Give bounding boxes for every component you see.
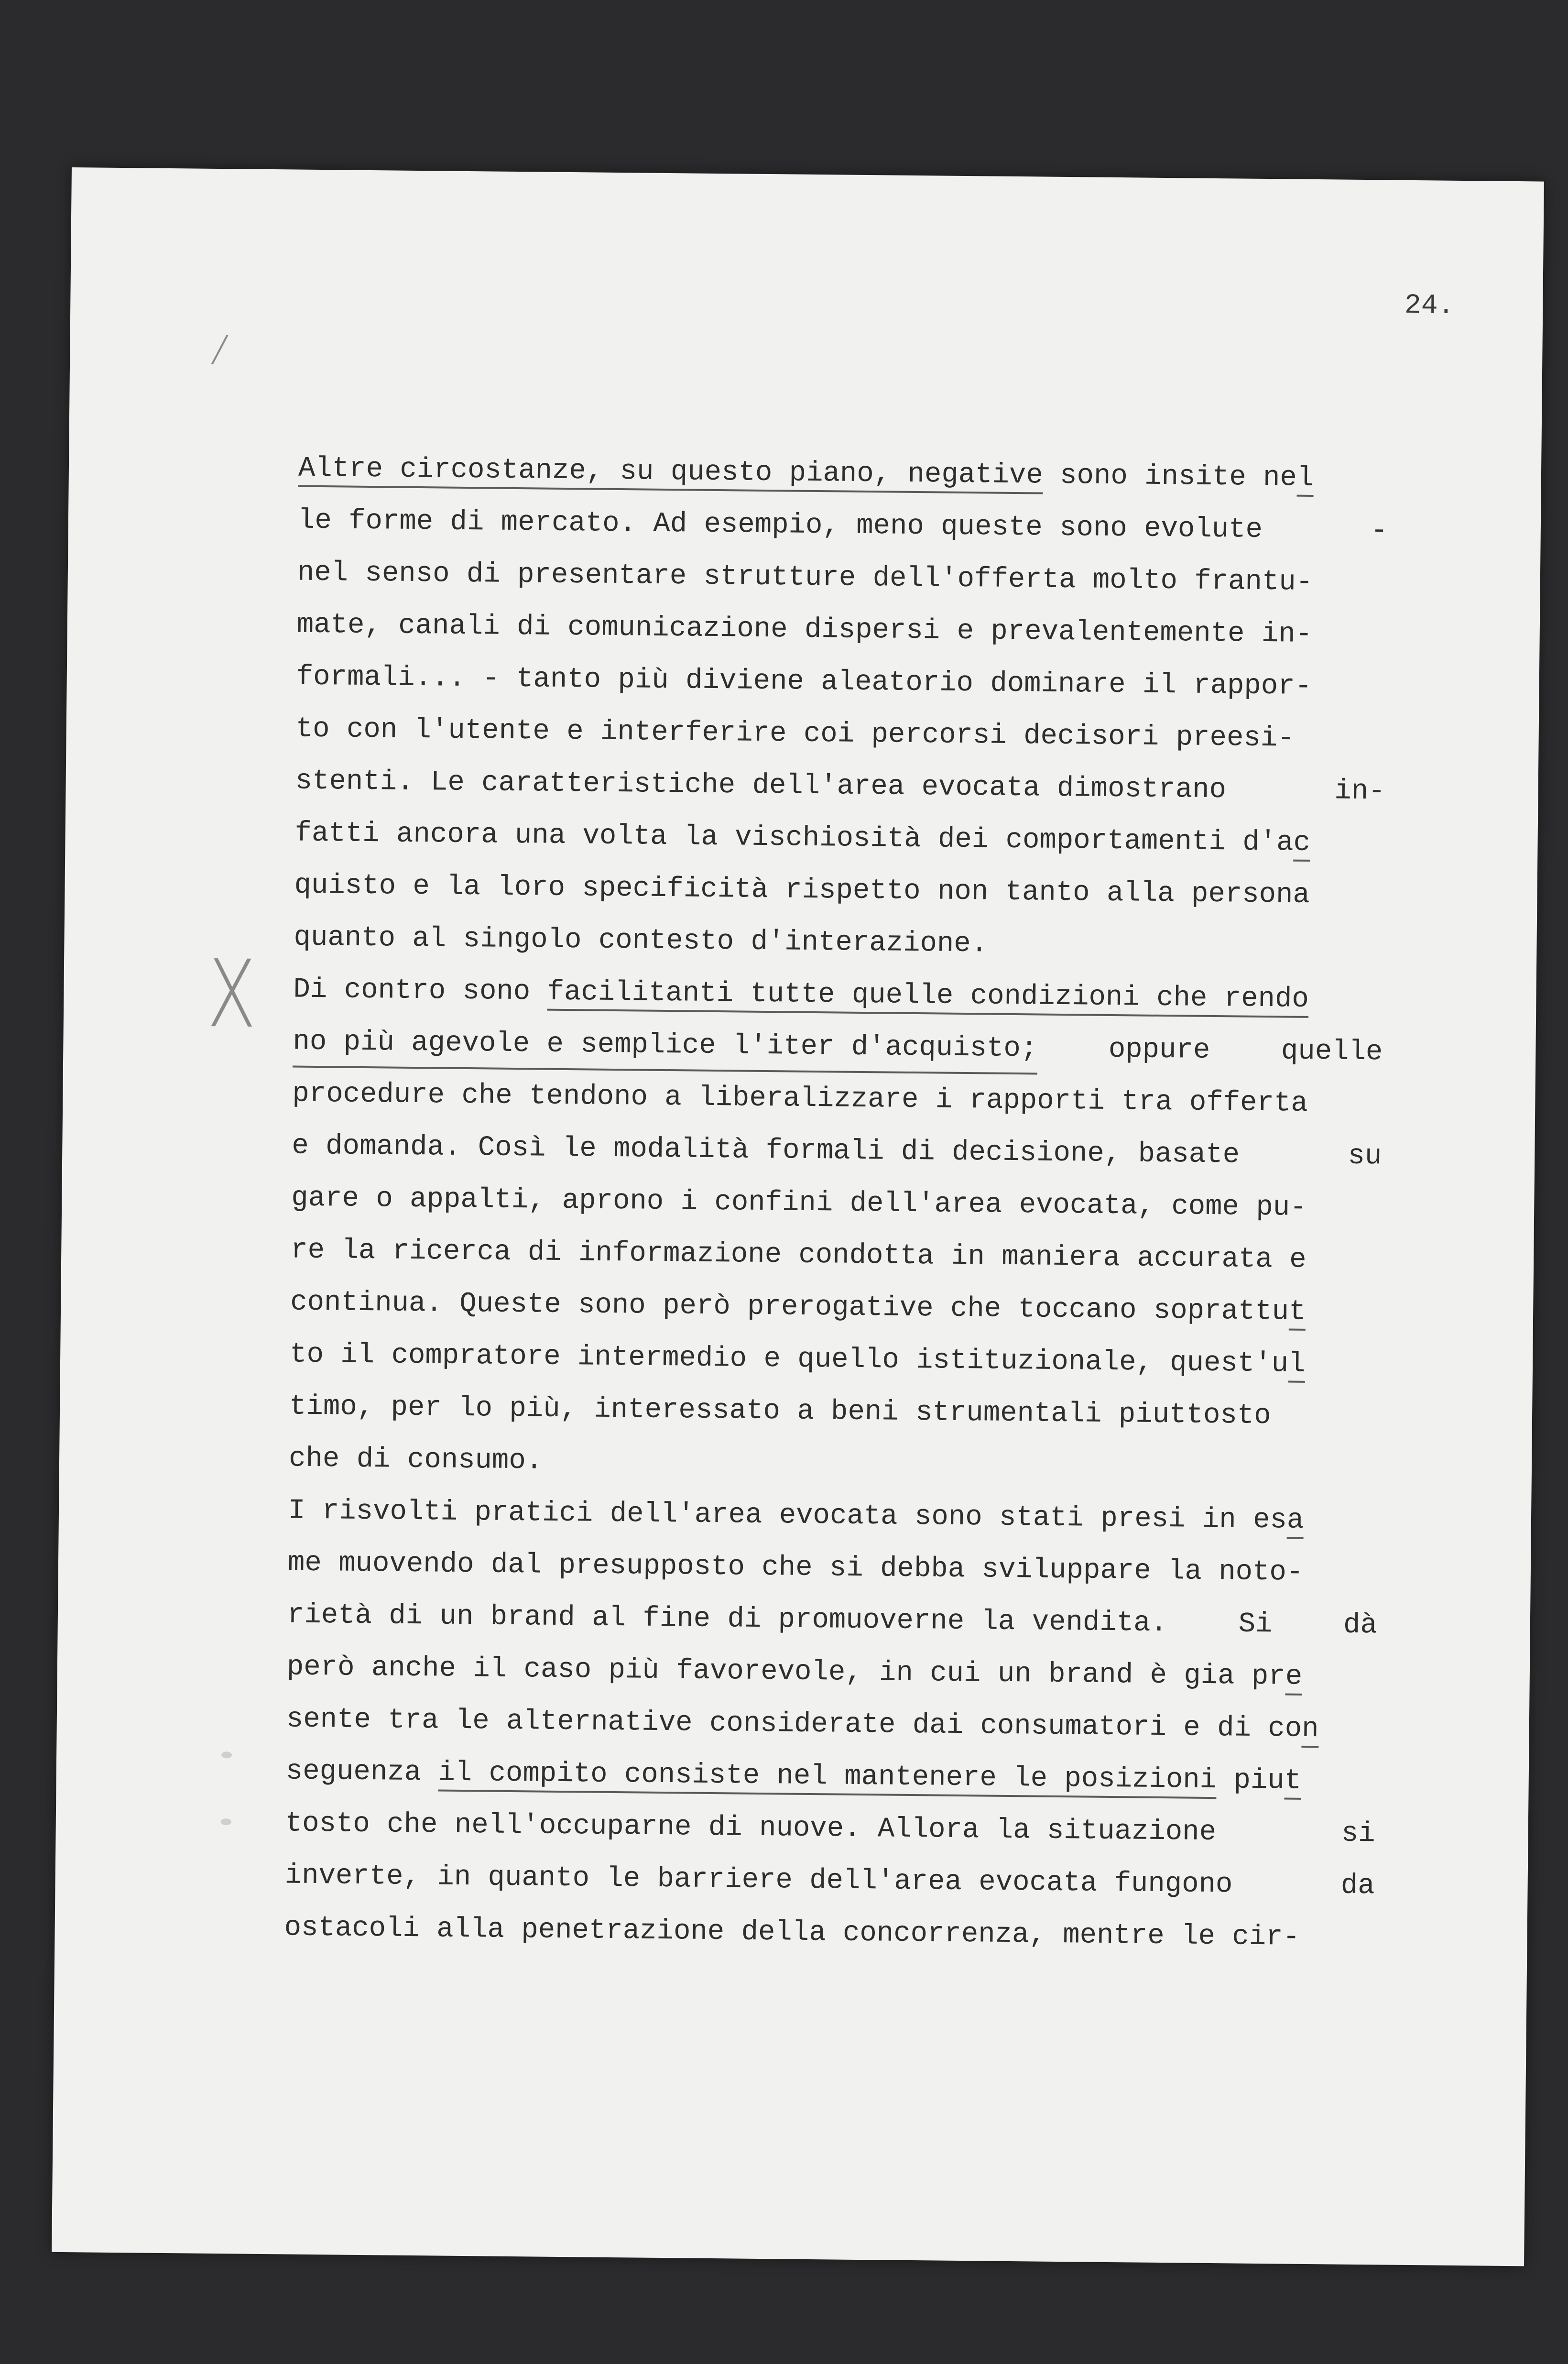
text-line: I risvolti pratici dell'area evocata sono stati presi in esa [288,1484,1379,1547]
text-line: stenti. Le caratteristiche dell'area evocata dimostrano in- [295,765,1385,808]
text-line: mate, canali di comunicazione dispersi e prevalentemente in- [296,608,1313,650]
text-line: quanto al singolo contesto d'interazione. [294,921,988,960]
smudge-dot [221,1751,232,1758]
text-line: ostacoli alla penetrazione della concorrenza, mentre le cir- [284,1911,1300,1953]
text-line: continua. Queste sono però prerogative che toccano soprattut [290,1276,1381,1339]
margin-x-mark: X [207,940,257,1049]
text-line: procedure che tendono a liberalizzare i rapporti tra offerta [292,1077,1308,1119]
text-line: no più agevole e semplice l'iter d'acquisto; oppure quelle [293,1016,1383,1078]
text-line: timo, per lo più, interessato a beni strumentali piuttosto [289,1390,1271,1432]
text-line: to il compratore intermedio e quello istituzionale, quest'ul [290,1328,1380,1390]
text-line: me muovendo dal presupposto che si debba sviluppare la noto- [287,1546,1304,1588]
page-number: 24. [1404,290,1455,322]
text-line: le forme di mercato. Ad esempio, meno queste sono evolute - [297,504,1388,547]
text-line: re la ricerca di informazione condotta in maniera accurata e [290,1234,1307,1276]
text-line: gare o appalti, aprono i confini dell'area evocata, come pu- [291,1182,1307,1224]
text-line: che di consumo. [288,1442,543,1477]
text-line: però anche il caso più favorevole, in cui un brand è gia pre [286,1641,1377,1703]
margin-tick-mark: / [209,326,230,372]
text-line: tosto che nell'occuparne di nuove. Allora la situazione si [285,1807,1375,1850]
text-line: formali... - tanto più diviene aleatorio dominare il rappor- [296,660,1312,702]
text-line: inverte, in quanto le barriere dell'area evocata fungono da [284,1859,1375,1902]
text-line: quisto e la loro specificità rispetto non tanto alla persona [294,869,1310,911]
text-line: seguenza il compito consiste nel mantenere le posizioni piut [285,1745,1376,1807]
smudge-dot [221,1818,231,1825]
text-line: to con l'utente e interferire coi percorsi decisori preesi- [295,712,1295,755]
text-line: fatti ancora una volta la vischiosità dei comportamenti d'ac [294,807,1385,870]
text-line: sente tra le alternative considerate dai consumatori e di con [286,1693,1376,1755]
text-line: e domanda. Così le modalità formali di decisione, basate su [292,1129,1382,1172]
text-line: Altre circostanze, su questo piano, negative sono insite nel [298,442,1388,505]
document-page [52,167,1544,2266]
text-line: Di contro sono facilitanti tutte quelle condizioni che rendo [293,963,1383,1026]
text-line: rietà di un brand al fine di promuoverne la vendita. Si dà [287,1598,1378,1642]
typed-text [284,442,1388,1964]
text-line: nel senso di presentare strutture dell'offerta molto frantu- [297,556,1313,598]
